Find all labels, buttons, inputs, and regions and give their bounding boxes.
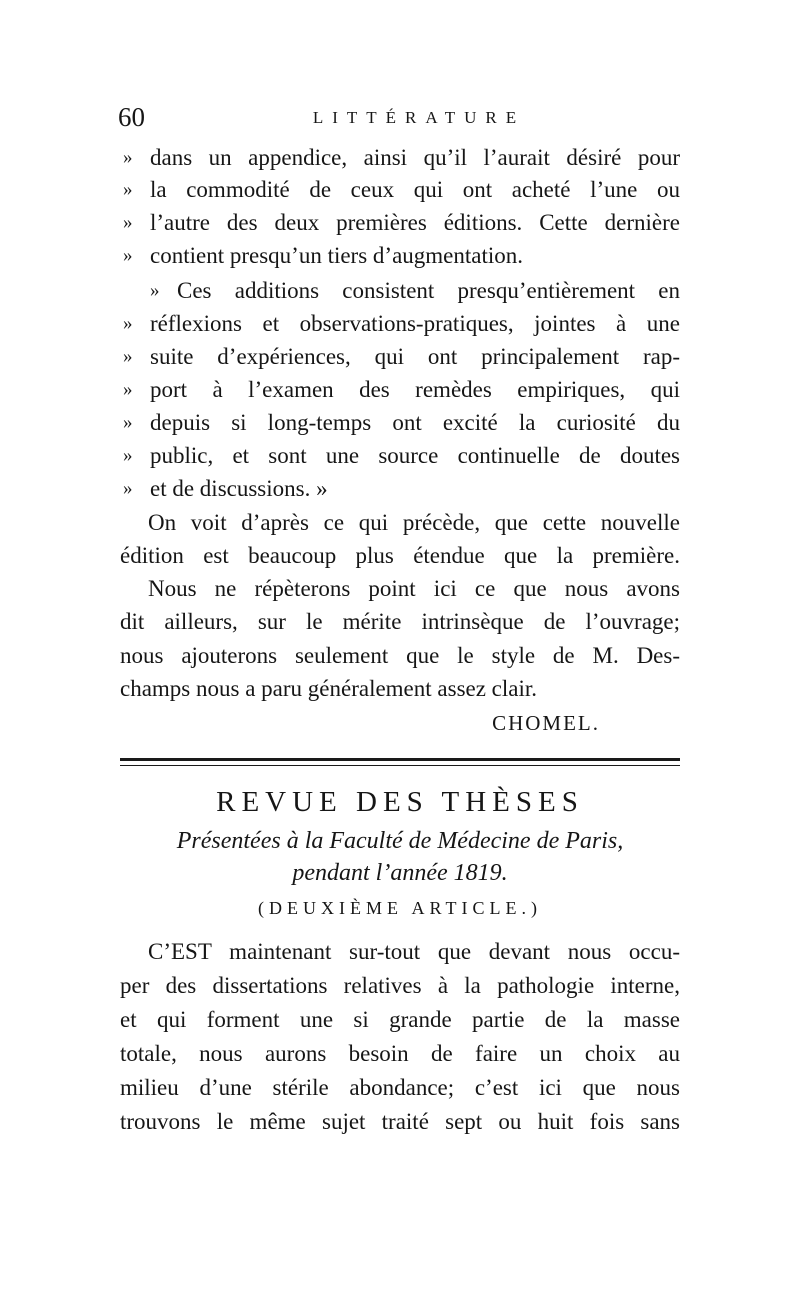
page-number: 60 — [118, 102, 145, 132]
section-line — [0, 1038, 800, 1070]
quote-line — [0, 207, 800, 239]
body-line — [0, 673, 800, 705]
quote-text: Ces additions consistent presqu’entièrement en — [177, 278, 680, 303]
quote-text: public, et sont une source continuelle de doutes — [150, 443, 680, 468]
section-line — [0, 1106, 800, 1138]
section-line — [0, 970, 800, 1002]
quote-mark: » — [123, 212, 133, 233]
quote-mark: » — [123, 412, 133, 433]
quote-mark: » — [123, 245, 133, 266]
body-line — [0, 606, 800, 638]
quote-line — [0, 374, 800, 406]
body-line — [0, 573, 800, 605]
quote-line — [0, 240, 800, 272]
running-head: LITTÉRATURE — [312, 108, 526, 127]
body-line — [0, 507, 800, 539]
quote-mark: » — [123, 346, 133, 367]
quote-line — [0, 308, 800, 340]
quote-text: dans un appendice, ainsi qu’il l’aurait désiré pour — [150, 145, 680, 170]
body-text: dit ailleurs, sur le mérite intrinsèque de l’ouvrage; — [120, 609, 680, 634]
quote-line — [0, 142, 800, 174]
body-line — [0, 640, 800, 672]
section-line — [0, 936, 800, 968]
quote-mark: » — [123, 147, 133, 168]
section-text: C’EST maintenant sur-tout que devant nous occu- — [148, 939, 680, 964]
quote-text: contient presqu’un tiers d’augmentation. — [150, 243, 524, 268]
section-text: milieu d’une stérile abondance; c’est ici que nous — [120, 1075, 680, 1100]
body-text: Nous ne répèterons point ici ce que nous avons — [148, 576, 680, 601]
quote-text: et de discussions. » — [150, 476, 328, 501]
signature-line — [0, 707, 800, 739]
body-text: édition est beaucoup plus étendue que la première. — [120, 543, 680, 568]
section-rule-thick — [120, 758, 680, 761]
section-subtitle: Présentées à la Faculté de Médecine de Paris, — [176, 828, 624, 854]
section-subtitle-date: pendant l’année 1819. — [292, 860, 508, 886]
section-rule-thin — [120, 765, 680, 766]
quote-line — [0, 341, 800, 373]
quote-mark: » — [123, 445, 133, 466]
quote-mark: » — [123, 313, 133, 334]
signature: CHOMEL. — [492, 711, 600, 735]
quote-text: l’autre des deux premières éditions. Cette dernière — [150, 210, 680, 235]
quote-line — [0, 275, 800, 307]
section-text: per des dissertations relatives à la pathologie interne, — [120, 973, 680, 998]
body-text: On voit d’après ce qui précède, que cette nouvelle — [148, 510, 680, 535]
quote-mark: » — [123, 478, 133, 499]
quote-text: suite d’expériences, qui ont principalement rap- — [150, 344, 680, 369]
quote-text: depuis si long-temps ont excité la curiosité du — [150, 410, 680, 435]
quote-line — [0, 174, 800, 206]
quote-line — [0, 440, 800, 472]
quote-mark: » — [123, 379, 133, 400]
quote-line — [0, 407, 800, 439]
section-line — [0, 1072, 800, 1104]
section-title: REVUE DES THÈSES — [216, 786, 584, 818]
quote-text: port à l’examen des remèdes empiriques, qui — [150, 377, 680, 402]
body-text: champs nous a paru généralement assez clair. — [120, 676, 538, 701]
quote-text: réflexions et observations-pratiques, jointes à une — [150, 311, 680, 336]
section-text: totale, nous aurons besoin de faire un choix au — [120, 1041, 680, 1066]
quote-text: la commodité de ceux qui ont acheté l’une ou — [150, 177, 680, 202]
section-line — [0, 1004, 800, 1036]
article-label: (DEUXIÈME ARTICLE.) — [258, 898, 542, 918]
quote-mark: » — [123, 179, 133, 200]
body-line — [0, 540, 800, 572]
page-header — [118, 102, 680, 138]
quote-mark: » — [150, 280, 160, 301]
section-text: et qui forment une si grande partie de la masse — [120, 1007, 680, 1032]
quote-line — [0, 473, 800, 505]
section-text: trouvons le même sujet traité sept ou huit fois sans — [120, 1109, 680, 1134]
body-text: nous ajouterons seulement que le style de M. Des- — [120, 643, 680, 668]
